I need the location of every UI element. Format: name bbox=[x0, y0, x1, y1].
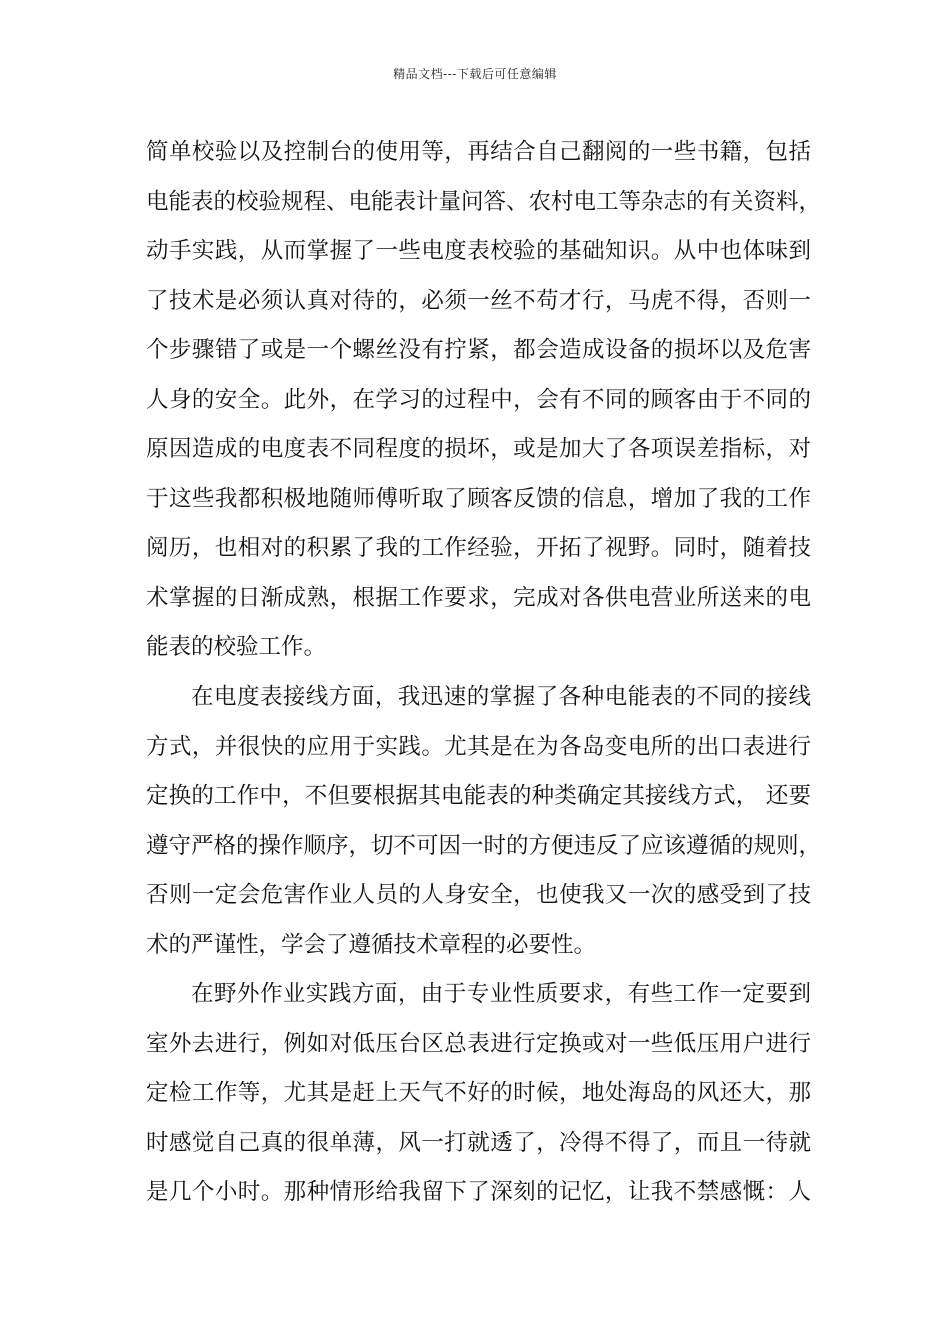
text-line: 否则一定会危害作业人员的人身安全，也使我又一次的感受到了技 bbox=[146, 882, 811, 909]
text-line: 定检工作等，尤其是赶上天气不好的时候，地处海岛的风还大，那 bbox=[146, 1080, 811, 1107]
text-line: 阅历，也相对的积累了我的工作经验，开拓了视野。同时，随着技 bbox=[146, 535, 811, 562]
text-line: 电能表的校验规程、电能表计量问答、农村电工等杂志的有关资料， bbox=[146, 188, 822, 215]
paragraph-first-line: 在野外作业实践方面，由于专业性质要求，有些工作一定要到 bbox=[191, 981, 811, 1008]
paragraph-last-line: 能表的校验工作。 bbox=[146, 634, 327, 661]
page-header: 精品文档---下载后可任意编辑 bbox=[393, 67, 557, 81]
text-line: 术掌握的日渐成熟，根据工作要求，完成对各供电营业所送来的电 bbox=[146, 584, 811, 611]
text-line: 是几个小时。那种情形给我留下了深刻的记忆，让我不禁感慨：人 bbox=[146, 1179, 811, 1206]
text-line: 人身的安全。此外，在学习的过程中，会有不同的顾客由于不同的 bbox=[146, 386, 811, 413]
text-line: 室外去进行，例如对低压台区总表进行定换或对一些低压用户进行 bbox=[146, 1030, 811, 1057]
body-text bbox=[146, 128, 822, 1218]
text-line: 原因造成的电度表不同程度的损坏，或是加大了各项误差指标，对 bbox=[146, 436, 811, 463]
paragraph-first-line: 在电度表接线方面，我迅速的掌握了各种电能表的不同的接线 bbox=[191, 684, 811, 711]
paragraph-last-line: 术的严谨性，学会了遵循技术章程的必要性。 bbox=[146, 931, 597, 958]
text-line: 时感觉自己真的很单薄，风一打就透了，冷得不得了，而且一待就 bbox=[146, 1129, 811, 1156]
text-line: 于这些我都积极地随师傅听取了顾客反馈的信息，增加了我的工作 bbox=[146, 485, 811, 512]
text-line: 方式，并很快的应用于实践。尤其是在为各岛变电所的出口表进行 bbox=[146, 733, 811, 760]
text-line: 了技术是必须认真对待的，必须一丝不苟才行，马虎不得，否则一 bbox=[146, 287, 811, 314]
text-line: 遵守严格的操作顺序，切不可因一时的方便违反了应该遵循的规则， bbox=[146, 832, 822, 859]
text-line: 定换的工作中，不但要根据其电能表的种类确定其接线方式， 还要 bbox=[146, 783, 811, 810]
text-line: 个步骤错了或是一个螺丝没有拧紧，都会造成设备的损坏以及危害 bbox=[146, 337, 811, 364]
text-line: 动手实践，从而掌握了一些电度表校验的基础知识。从中也体味到 bbox=[146, 238, 811, 265]
text-line: 简单校验以及控制台的使用等，再结合自己翻阅的一些书籍，包括 bbox=[146, 139, 811, 165]
